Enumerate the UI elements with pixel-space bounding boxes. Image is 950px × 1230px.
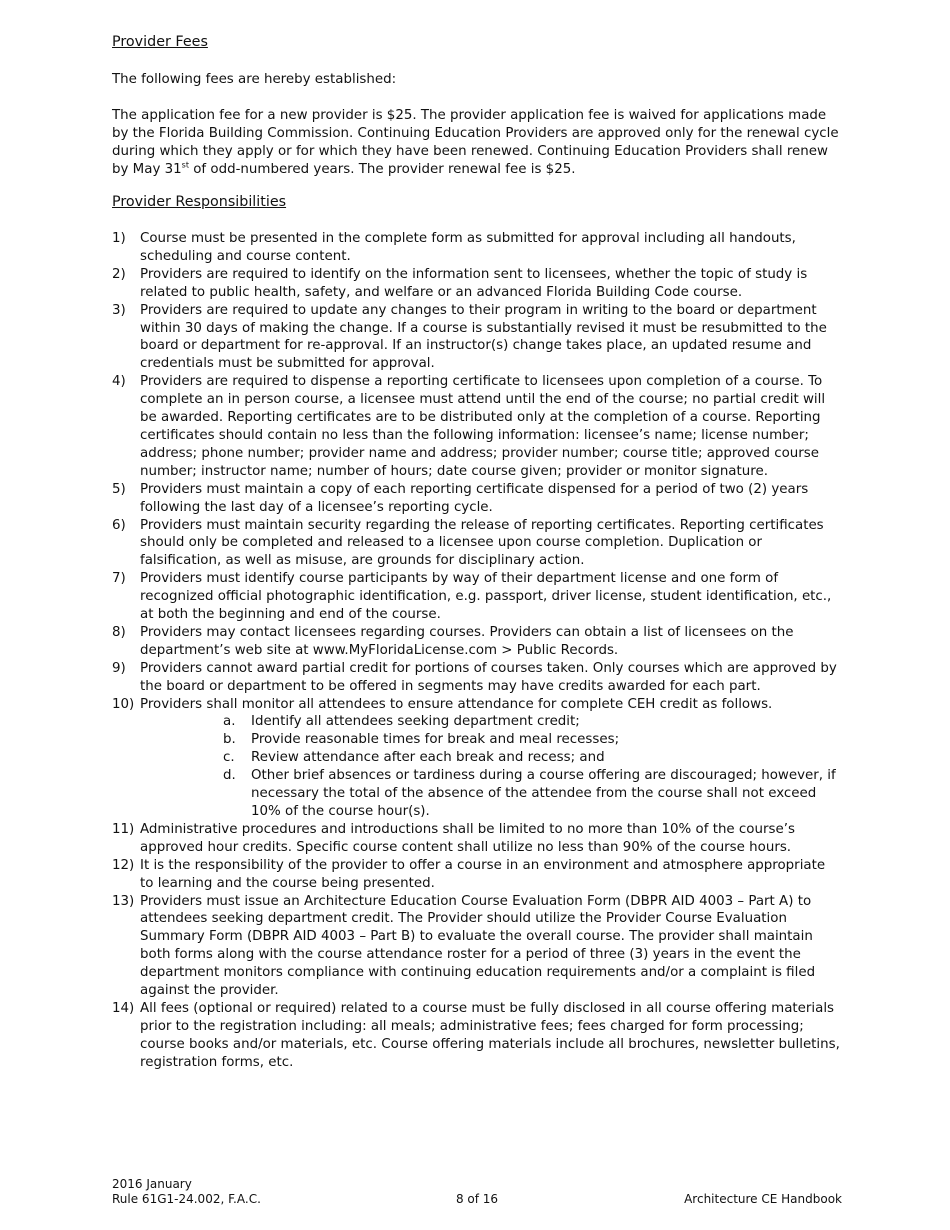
responsibility-text: Providers must issue an Architecture Education Course Evaluation Form (DBPR AID 4003 – Part A) to attendees seeking department credit. The Provider should utilize the Provider Course Evaluation Summary Form (DBPR AID 4003 – Part B) to evaluate the overall course. The provider shall maintain both forms along with the course attendance roster for a period of three (3) years in the event the department monitors compliance with continuing education requirements and/or a complaint is filed against the provider. <box>140 893 816 999</box>
responsibility-item <box>112 517 842 571</box>
responsibility-item <box>112 302 842 374</box>
responsibility-number: 8) <box>112 624 126 640</box>
subitem-letter: a. <box>223 714 236 730</box>
subitem-letter: c. <box>223 750 235 766</box>
responsibility-text: Providers must identify course participants by way of their department license and one form of recognized official photographic identification, e.g. passport, driver license, student identification, etc., at both the beginning and end of the course. <box>140 571 832 623</box>
responsibility-text: Providers are required to update any changes to their program in writing to the board or department within 30 days of making the change. If a course is substantially revised it must be resubmitted to the board or department for re-approval. If an instructor(s) change takes place, an updated resume and credentials must be submitted for approval. <box>140 302 827 372</box>
responsibility-number: 13) <box>112 893 135 909</box>
responsibility-subitem <box>223 731 842 749</box>
responsibility-item <box>112 893 842 1000</box>
responsibility-number: 10) <box>112 696 135 712</box>
responsibility-item <box>112 373 842 480</box>
responsibility-item <box>112 266 842 302</box>
fees-paragraph <box>112 107 842 179</box>
fees-paragraph-superscript: st <box>181 160 189 170</box>
responsibility-subitem <box>223 767 842 821</box>
responsibility-item <box>112 1000 842 1072</box>
page-footer <box>112 1177 842 1207</box>
subitem-letter: b. <box>223 732 236 748</box>
responsibility-number: 9) <box>112 660 126 676</box>
responsibility-item <box>112 660 842 696</box>
responsibility-number: 14) <box>112 1000 135 1016</box>
subitem-text: Review attendance after each break and recess; and <box>251 750 605 766</box>
responsibility-item <box>112 570 842 624</box>
responsibility-number: 11) <box>112 821 135 837</box>
responsibility-subitem <box>223 749 842 767</box>
responsibility-text: Providers must maintain security regarding the release of reporting certificates. Reporting certificates should only be completed and released to a licensee upon course completion. Duplication or falsification, as well as misuse, are grounds for disciplinary action. <box>140 517 824 569</box>
fees-paragraph-end: of odd-numbered years. The provider renewal fee is $25. <box>188 161 576 177</box>
responsibility-text: Providers must maintain a copy of each reporting certificate dispensed for a period of two (2) years following the last day of a licensee’s reporting cycle. <box>140 481 809 515</box>
subitem-text: Identify all attendees seeking department credit; <box>251 714 580 730</box>
responsibility-item <box>112 624 842 660</box>
responsibility-text: Providers are required to identify on the information sent to licensees, whether the topic of study is related to public health, safety, and welfare or an advanced Florida Building Code course. <box>140 266 808 300</box>
responsibility-text: Providers may contact licensees regarding courses. Providers can obtain a list of licensees on the department’s web site at www.MyFloridaLicense.com > Public Records. <box>140 624 794 658</box>
responsibility-text: All fees (optional or required) related to a course must be fully disclosed in all course offering materials prior to the registration including: all meals; administrative fees; fees charged for form processing; course books and/or materials, etc. Course offering materials include all brochures, newsletter bulletins, registration forms, etc. <box>140 1000 840 1070</box>
responsibility-text: Providers shall monitor all attendees to ensure attendance for complete CEH credit as follows. <box>140 696 773 712</box>
subitem-text: Provide reasonable times for break and meal recesses; <box>251 732 620 748</box>
footer-rule: Rule 61G1-24.002, F.A.C. <box>112 1192 261 1206</box>
subitem-text: Other brief absences or tardiness during a course offering are discouraged; however, if necessary the total of the absence of the attendee from the course shall not exceed 10% of the course hour(s). <box>251 768 836 819</box>
responsibility-sublist <box>140 713 842 820</box>
responsibility-text: Providers are required to dispense a reporting certificate to licensees upon completion of a course. To complete an in person course, a licensee must attend until the end of the course; no partial credit will be awarded. Reporting certificates are to be distributed only at the completion of a course. Reporting certificates should contain no less than the following information: licensee’s name; license number; address; phone number; provider name and address; provider number; course title; approved course number; instructor name; number of hours; date course given; provider or monitor signature. <box>140 374 826 479</box>
footer-page-number: 8 of 16 <box>455 1192 499 1206</box>
responsibility-number: 6) <box>112 517 126 533</box>
footer-handbook-title: Architecture CE Handbook <box>684 1192 842 1206</box>
provider-responsibilities-heading: Provider Responsibilities <box>112 194 287 210</box>
responsibility-subitem <box>223 713 842 731</box>
responsibility-item <box>112 696 842 821</box>
responsibilities-list <box>112 230 842 1072</box>
subitem-letter: d. <box>223 768 236 784</box>
provider-fees-heading: Provider Fees <box>112 34 208 50</box>
responsibility-text: Administrative procedures and introductions shall be limited to no more than 10% of the course’s approved hour credits. Specific course content shall utilize no less than 90% of the course hours. <box>140 821 795 855</box>
responsibility-number: 12) <box>112 857 135 873</box>
responsibility-number: 5) <box>112 481 126 497</box>
responsibility-number: 4) <box>112 374 126 390</box>
responsibility-number: 3) <box>112 302 126 318</box>
fees-intro-text: The following fees are hereby established: <box>112 72 397 87</box>
responsibility-number: 1) <box>112 231 126 246</box>
responsibility-item <box>112 821 842 857</box>
responsibility-item <box>112 857 842 893</box>
responsibility-item <box>112 481 842 517</box>
fees-paragraph-main: The application fee for a new provider is $25. The provider application fee is waived for applications made by the Florida Building Commission. Continuing Education Providers are approved only for the renewal cycle during which they apply or for which they have been renewed. Continuing Education Providers shall renew by May 31 <box>112 108 839 177</box>
responsibility-number: 2) <box>112 266 126 282</box>
footer-date: 2016 January <box>112 1177 192 1191</box>
responsibility-text: Providers cannot award partial credit for portions of courses taken. Only courses which are approved by the board or department to be offered in segments may have credits awarded for each part. <box>140 660 837 694</box>
responsibility-text: Course must be presented in the complete form as submitted for approval including all handouts, scheduling and course content. <box>140 231 796 264</box>
responsibility-text: It is the responsibility of the provider to offer a course in an environment and atmosphere appropriate to learning and the course being presented. <box>140 857 826 891</box>
responsibility-item <box>112 230 842 266</box>
responsibility-number: 7) <box>112 571 126 587</box>
